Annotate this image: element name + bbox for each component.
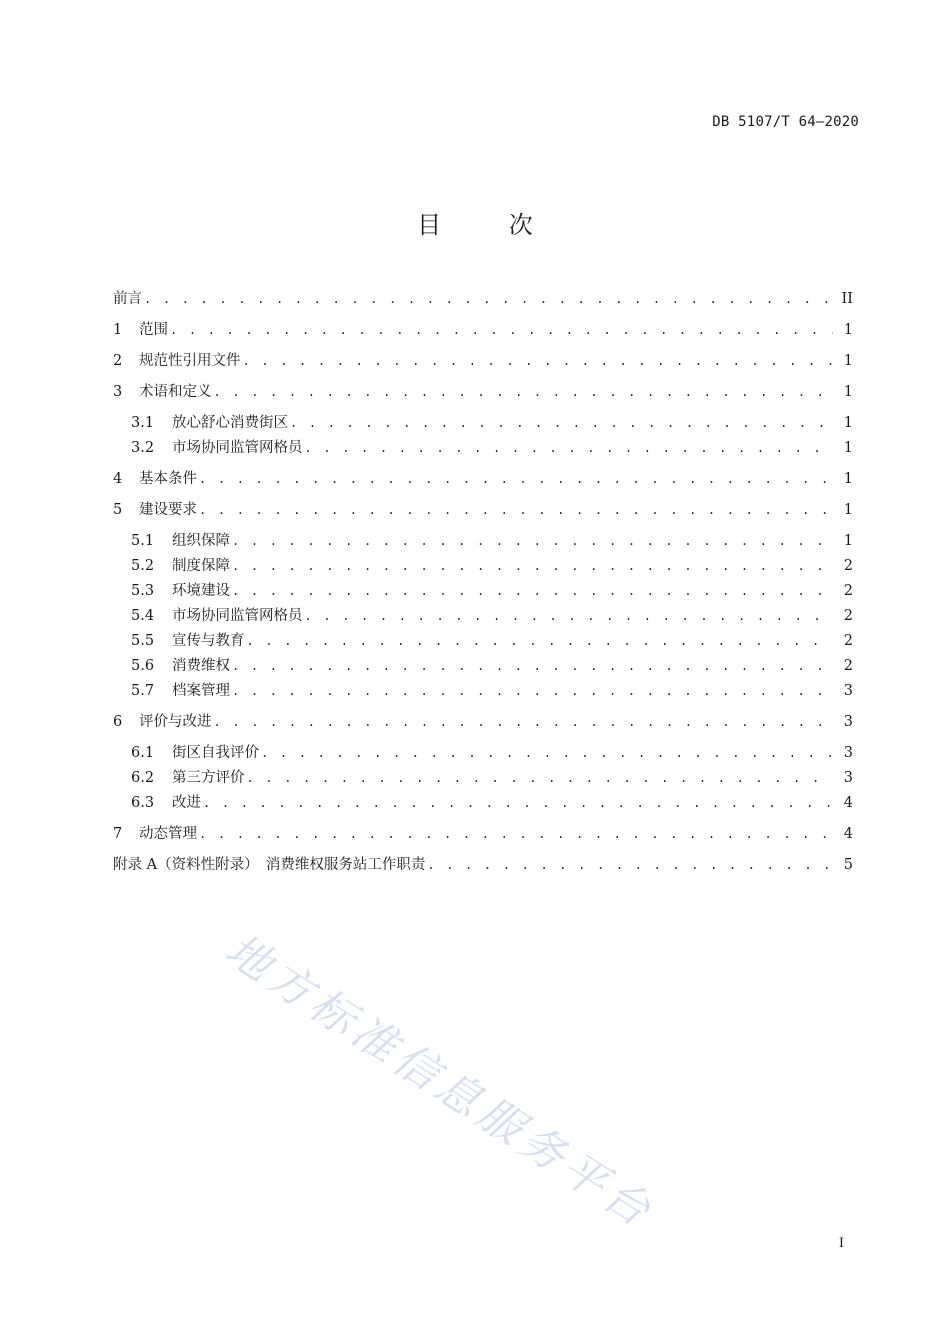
toc-leader-dots [261,742,833,764]
toc-entry-page: 5 [843,857,853,873]
toc-entry-label: 第三方评价 [172,770,245,786]
toc-entry-page: 4 [843,826,853,842]
toc-entry-label: 建设要求 [139,502,197,518]
toc-entry-6-2[interactable] [131,767,853,789]
page-title: 目 次 [417,211,563,239]
toc-entry-number: 5.7 [131,683,155,699]
toc-entry-page: 3 [843,745,853,761]
toc-leader-dots [199,499,833,521]
toc-entry-5[interactable] [113,499,853,521]
toc-entry-label: 评价与改进 [139,714,212,730]
toc-leader-dots [243,350,834,372]
toc-entry-number: 5.3 [131,583,155,599]
toc-entry-number: 5 [113,502,123,518]
toc-entry-label: 宣传与教育 [172,633,245,649]
toc-leader-dots [199,468,833,490]
toc-leader-dots [170,319,833,341]
toc-entry-label: 前言 [113,291,142,307]
toc-leader-dots [199,823,833,845]
toc-entry-page: 1 [843,471,853,487]
toc-leader-dots [305,437,834,459]
toc-entry-number: 3.1 [131,415,155,431]
toc-entry-5-4[interactable] [131,605,853,627]
toc-entry-label: 市场协同监管网格员 [172,440,303,456]
toc-entry-5-5[interactable] [131,630,853,652]
toc-entry-6-1[interactable] [131,742,853,764]
toc-entry-page: 2 [843,558,853,574]
toc-leader-dots [232,530,833,552]
toc-entry-number: 5.2 [131,558,155,574]
toc-entry-page: 1 [843,415,853,431]
toc-entry-page: 3 [843,714,853,730]
toc-entry-appendix-a[interactable] [113,854,853,876]
toc-entry-label: 基本条件 [139,471,197,487]
toc-entry-label: 规范性引用文件 [139,353,241,369]
toc-entry-2[interactable] [113,350,853,372]
toc-leader-dots [247,630,834,652]
toc-entry-5-6[interactable] [131,655,853,677]
toc-entry-label: 组织保障 [172,533,230,549]
toc-entry-page: 1 [843,502,853,518]
toc-entry-number: 5.5 [131,633,155,649]
toc-entry-page: 3 [843,683,853,699]
toc-entry-page: 2 [843,583,853,599]
toc-leader-dots [427,854,833,876]
toc-entry-6[interactable] [113,711,853,733]
toc-entry-label: 市场协同监管网格员 [172,608,303,624]
toc-entry-number: 6.1 [131,745,155,761]
toc-entry-number: 5.6 [131,658,155,674]
toc-entry-label: 环境建设 [172,583,230,599]
toc-entry-label: 档案管理 [172,683,230,699]
toc-leader-dots [214,711,834,733]
toc-entry-number: 6.3 [131,795,155,811]
toc-leader-dots [247,767,834,789]
toc-entry-page: 1 [843,322,853,338]
toc-leader-dots [305,605,834,627]
toc-entry-5-2[interactable] [131,555,853,577]
toc-entry-number: 5.1 [131,533,155,549]
toc-entry-number: 3 [113,384,123,400]
watermark-text: 地方标准信息服务平台 [216,924,664,1240]
toc-entry-page: 1 [843,440,853,456]
toc-entry-number: 4 [113,471,123,487]
toc-entry-foreword[interactable] [113,288,853,310]
toc-entry-page: 2 [843,633,853,649]
toc-leader-dots [232,680,833,702]
toc-entry-label: 动态管理 [139,826,197,842]
document-code: DB 5107/T 64—2020 [712,114,859,130]
toc-entry-6-3[interactable] [131,792,853,814]
toc-entry-1[interactable] [113,319,853,341]
toc-entry-number: 5.4 [131,608,155,624]
toc-entry-5-1[interactable] [131,530,853,552]
toc-entry-page: 1 [843,533,853,549]
page-number: I [838,1236,844,1251]
toc-entry-label: 街区自我评价 [172,745,259,761]
toc-leader-dots [232,655,833,677]
toc-entry-label: 放心舒心消费街区 [172,415,288,431]
toc-entry-number: 2 [113,353,123,369]
toc-entry-label: 附录 A（资料性附录） 消费维权服务站工作职责 [113,857,426,873]
toc-entry-page: 2 [843,608,853,624]
toc-entry-5-7[interactable] [131,680,853,702]
toc-entry-5-3[interactable] [131,580,853,602]
toc-leader-dots [144,288,833,310]
toc-entry-page: 4 [843,795,853,811]
toc-leader-dots [290,412,833,434]
toc-leader-dots [232,555,833,577]
toc-leader-dots [232,580,833,602]
toc-leader-dots [214,381,834,403]
toc-entry-3-2[interactable] [131,437,853,459]
toc-entry-3[interactable] [113,381,853,403]
toc-entry-number: 3.2 [131,440,155,456]
toc-entry-page: 1 [843,384,853,400]
toc-entry-number: 6 [113,714,123,730]
toc-entry-page: 3 [843,770,853,786]
toc-entry-label: 消费维权 [172,658,230,674]
toc-entry-number: 6.2 [131,770,155,786]
toc-entry-3-1[interactable] [131,412,853,434]
toc-entry-7[interactable] [113,823,853,845]
toc-entry-label: 术语和定义 [139,384,212,400]
toc-entry-label: 范围 [139,322,168,338]
toc-entry-label: 改进 [172,795,201,811]
toc-entry-number: 1 [113,322,123,338]
toc-entry-4[interactable] [113,468,853,490]
toc-entry-number: 7 [113,826,123,842]
toc-entry-label: 制度保障 [172,558,230,574]
toc-entry-page: 2 [843,658,853,674]
toc-entry-page: 1 [843,353,853,369]
toc-leader-dots [203,792,833,814]
toc-entry-page: II [841,291,853,307]
